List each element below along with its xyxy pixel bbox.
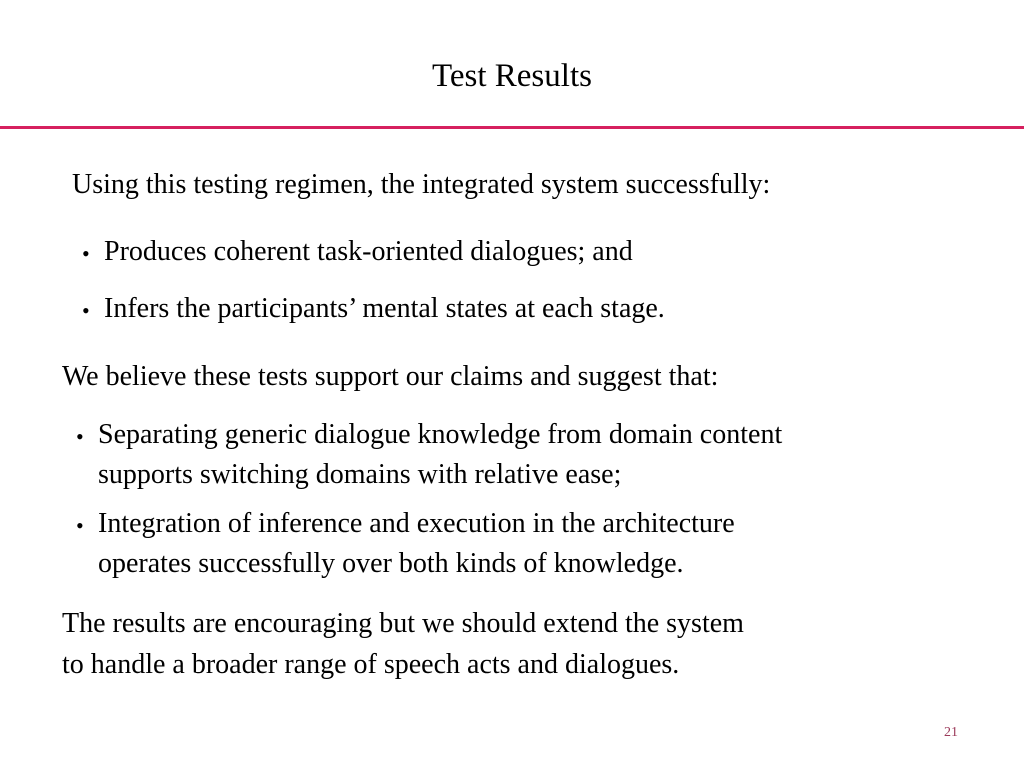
page-number: 21 [944,725,958,740]
belief-text: We believe these tests support our claims and suggest that: [62,361,719,392]
bullet-item-integration-line2: operates successfully over both kinds of knowledge. [98,548,684,579]
bullet-marker: • [82,241,90,266]
bullet-item-separating-knowledge-line2: supports switching domains with relative ease; [98,459,622,490]
slide-title: Test Results [432,58,592,94]
bullet-marker: • [76,513,84,538]
bullet-marker: • [82,298,90,323]
intro-text: Using this testing regimen, the integrated system successfully: [72,169,771,200]
bullet-item-coherent-dialogues: Produces coherent task-oriented dialogues; and [104,236,633,267]
bullet-item-mental-states: Infers the participants’ mental states at each stage. [104,293,665,324]
conclusion-text-line1: The results are encouraging but we should extend the system [62,608,744,639]
title-divider [0,126,1024,129]
conclusion-text-line2: to handle a broader range of speech acts and dialogues. [62,649,680,680]
bullet-item-separating-knowledge-line1: Separating generic dialogue knowledge from domain content [98,419,783,450]
bullet-item-integration-line1: Integration of inference and execution in the architecture [98,508,735,539]
bullet-marker: • [76,424,84,449]
